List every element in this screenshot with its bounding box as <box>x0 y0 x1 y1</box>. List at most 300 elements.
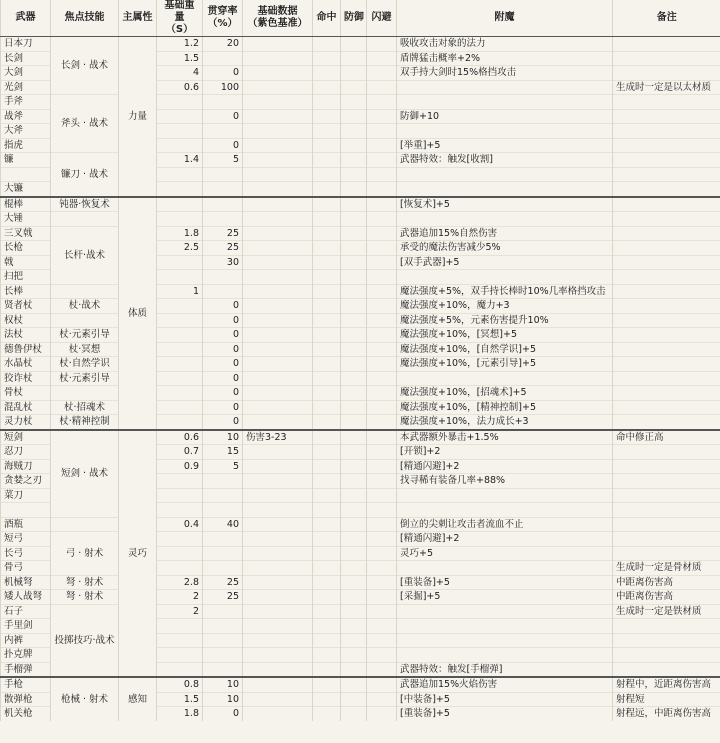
dodge-cell <box>367 182 397 197</box>
weapon-cell: 狡诈杖 <box>1 371 51 386</box>
focus-skill-cell: 杖·元素引导 <box>51 328 119 343</box>
enchant-cell: [精通闪避]+2 <box>397 459 613 474</box>
base-data-cell <box>243 124 313 139</box>
weight-cell <box>157 532 203 547</box>
base-data-cell <box>243 575 313 590</box>
note-cell <box>613 95 720 110</box>
defense-cell <box>341 561 367 576</box>
weapon-cell: 手榴弹 <box>1 662 51 677</box>
note-cell: 生成时一定是以太材质 <box>613 80 720 95</box>
weapon-cell: 权杖 <box>1 313 51 328</box>
base-data-cell <box>243 270 313 285</box>
penetration-cell <box>203 488 243 503</box>
base-data-cell: 伤害3-23 <box>243 430 313 445</box>
defense-cell <box>341 677 367 692</box>
table-row <box>1 153 720 168</box>
penetration-cell: 25 <box>203 590 243 605</box>
penetration-cell <box>203 270 243 285</box>
weapon-cell: 骨弓 <box>1 561 51 576</box>
focus-skill-cell <box>51 386 119 401</box>
hit-cell <box>313 66 341 81</box>
penetration-cell: 0 <box>203 357 243 372</box>
note-cell <box>613 648 720 663</box>
focus-skill-cell: 投掷技巧·战术 <box>51 604 119 677</box>
hit-cell <box>313 241 341 256</box>
focus-skill-cell: 镰刀 · 战术 <box>51 153 119 197</box>
penetration-cell: 0 <box>203 109 243 124</box>
table-row <box>1 532 720 547</box>
base-data-cell <box>243 386 313 401</box>
note-cell <box>613 633 720 648</box>
penetration-cell <box>203 546 243 561</box>
base-data-cell <box>243 51 313 66</box>
base-data-cell <box>243 604 313 619</box>
defense-cell <box>341 532 367 547</box>
weight-cell <box>157 182 203 197</box>
header-dodge: 闪避 <box>367 0 397 37</box>
dodge-cell <box>367 241 397 256</box>
weapon-cell <box>1 503 51 518</box>
weapon-cell: 海贼刀 <box>1 459 51 474</box>
dodge-cell <box>367 459 397 474</box>
dodge-cell <box>367 590 397 605</box>
focus-skill-cell <box>51 313 119 328</box>
base-data-cell <box>243 197 313 212</box>
enchant-cell <box>397 648 613 663</box>
note-cell: 射程短 <box>613 692 720 707</box>
base-data-cell <box>243 648 313 663</box>
penetration-cell: 20 <box>203 37 243 52</box>
defense-cell <box>341 430 367 445</box>
weight-cell: 2 <box>157 590 203 605</box>
hit-cell <box>313 648 341 663</box>
dodge-cell <box>367 255 397 270</box>
penetration-cell <box>203 633 243 648</box>
penetration-cell <box>203 662 243 677</box>
enchant-cell: [开锁]+2 <box>397 445 613 460</box>
defense-cell <box>341 182 367 197</box>
header-note: 备注 <box>613 0 720 37</box>
penetration-cell: 0 <box>203 707 243 721</box>
table-row <box>1 575 720 590</box>
defense-cell <box>341 241 367 256</box>
hit-cell <box>313 328 341 343</box>
weight-cell: 0.9 <box>157 459 203 474</box>
weapon-cell: 长剑 <box>1 51 51 66</box>
defense-cell <box>341 517 367 532</box>
weapon-cell <box>1 167 51 182</box>
weapon-cell: 混乱杖 <box>1 400 51 415</box>
dodge-cell <box>367 503 397 518</box>
penetration-cell <box>203 212 243 227</box>
hit-cell <box>313 415 341 430</box>
table-row <box>1 517 720 532</box>
penetration-cell: 0 <box>203 313 243 328</box>
table-row <box>1 357 720 372</box>
dodge-cell <box>367 357 397 372</box>
focus-skill-cell: 杖·元素引导 <box>51 371 119 386</box>
note-cell: 命中修正高 <box>613 430 720 445</box>
enchant-cell: 魔法强度+10%，[自然学识]+5 <box>397 342 613 357</box>
enchant-cell: 魔法强度+10%，[精神控制]+5 <box>397 400 613 415</box>
weapon-cell: 内裤 <box>1 633 51 648</box>
enchant-cell: 承受的魔法伤害减少5% <box>397 241 613 256</box>
hit-cell <box>313 561 341 576</box>
dodge-cell <box>367 284 397 299</box>
weight-cell: 0.4 <box>157 517 203 532</box>
weapon-cell: 矮人战弩 <box>1 590 51 605</box>
focus-skill-cell: 弩 · 射术 <box>51 575 119 590</box>
hit-cell <box>313 575 341 590</box>
dodge-cell <box>367 430 397 445</box>
header-hit: 命中 <box>313 0 341 37</box>
hit-cell <box>313 255 341 270</box>
hit-cell <box>313 182 341 197</box>
penetration-cell <box>203 648 243 663</box>
weapon-cell: 大斧 <box>1 124 51 139</box>
defense-cell <box>341 619 367 634</box>
dodge-cell <box>367 212 397 227</box>
dodge-cell <box>367 197 397 212</box>
hit-cell <box>313 488 341 503</box>
note-cell <box>613 153 720 168</box>
base-data-cell <box>243 561 313 576</box>
defense-cell <box>341 226 367 241</box>
enchant-cell: 魔法强度+5%，双手持长棒时10%几率格挡攻击 <box>397 284 613 299</box>
dodge-cell <box>367 677 397 692</box>
weight-cell <box>157 503 203 518</box>
hit-cell <box>313 619 341 634</box>
enchant-cell <box>397 95 613 110</box>
defense-cell <box>341 51 367 66</box>
weight-cell <box>157 386 203 401</box>
weapon-cell: 手斧 <box>1 95 51 110</box>
table-row <box>1 37 720 52</box>
dodge-cell <box>367 153 397 168</box>
penetration-cell <box>203 95 243 110</box>
dodge-cell <box>367 226 397 241</box>
note-cell: 射程中，近距离伤害高 <box>613 677 720 692</box>
dodge-cell <box>367 371 397 386</box>
base-data-cell <box>243 357 313 372</box>
weapon-cell: 水晶杖 <box>1 357 51 372</box>
note-cell <box>613 342 720 357</box>
base-data-cell <box>243 212 313 227</box>
weapon-cell: 战斧 <box>1 109 51 124</box>
enchant-cell: 武器追加15%火焰伤害 <box>397 677 613 692</box>
table-row <box>1 590 720 605</box>
dodge-cell <box>367 561 397 576</box>
enchant-cell: 武器特效：触发[收割] <box>397 153 613 168</box>
penetration-cell <box>203 197 243 212</box>
table-row <box>1 371 720 386</box>
defense-cell <box>341 575 367 590</box>
enchant-cell: 本武器额外暴击+1.5% <box>397 430 613 445</box>
note-cell <box>613 445 720 460</box>
weight-cell <box>157 167 203 182</box>
defense-cell <box>341 590 367 605</box>
dodge-cell <box>367 532 397 547</box>
focus-skill-cell: 弓 · 射术 <box>51 532 119 576</box>
hit-cell <box>313 109 341 124</box>
weight-cell <box>157 313 203 328</box>
hit-cell <box>313 546 341 561</box>
hit-cell <box>313 299 341 314</box>
defense-cell <box>341 299 367 314</box>
base-data-cell <box>243 284 313 299</box>
weapon-cell: 贤者杖 <box>1 299 51 314</box>
defense-cell <box>341 692 367 707</box>
weapon-cell: 忍刀 <box>1 445 51 460</box>
penetration-cell: 15 <box>203 445 243 460</box>
dodge-cell <box>367 37 397 52</box>
base-data-cell <box>243 182 313 197</box>
hit-cell <box>313 37 341 52</box>
base-data-cell <box>243 313 313 328</box>
weapon-cell: 三叉戟 <box>1 226 51 241</box>
note-cell <box>613 328 720 343</box>
table-row <box>1 299 720 314</box>
table-row <box>1 284 720 299</box>
note-cell <box>613 415 720 430</box>
defense-cell <box>341 415 367 430</box>
hit-cell <box>313 212 341 227</box>
header-base-weight: 基础重量 （S） <box>157 0 203 37</box>
weight-cell <box>157 561 203 576</box>
base-data-cell <box>243 371 313 386</box>
weapon-cell: 法杖 <box>1 328 51 343</box>
base-data-cell <box>243 95 313 110</box>
penetration-cell: 25 <box>203 226 243 241</box>
enchant-cell: 魔法强度+10%，[招魂术]+5 <box>397 386 613 401</box>
weight-cell <box>157 95 203 110</box>
hit-cell <box>313 430 341 445</box>
weight-cell <box>157 648 203 663</box>
weapon-cell: 酒瓶 <box>1 517 51 532</box>
note-cell <box>613 212 720 227</box>
penetration-cell <box>203 604 243 619</box>
penetration-cell: 25 <box>203 575 243 590</box>
note-cell: 生成时一定是铁材质 <box>613 604 720 619</box>
table-row <box>1 430 720 445</box>
enchant-cell: 魔法强度+5%，元素伤害提升10% <box>397 313 613 328</box>
weapon-cell: 棍棒 <box>1 197 51 212</box>
weight-cell: 1.8 <box>157 226 203 241</box>
dodge-cell <box>367 707 397 721</box>
focus-skill-cell: 短剑 · 战术 <box>51 430 119 518</box>
focus-skill-cell: 钝器·恢复术 <box>51 197 119 212</box>
note-cell: 射程远，中距离伤害高 <box>613 707 720 721</box>
note-cell <box>613 386 720 401</box>
main-attribute-cell: 灵巧 <box>119 430 157 678</box>
base-data-cell <box>243 255 313 270</box>
dodge-cell <box>367 604 397 619</box>
weight-cell <box>157 662 203 677</box>
note-cell <box>613 619 720 634</box>
focus-skill-cell: 弩 · 射术 <box>51 590 119 605</box>
table-row <box>1 95 720 110</box>
defense-cell <box>341 138 367 153</box>
penetration-cell <box>203 474 243 489</box>
enchant-cell <box>397 212 613 227</box>
table-row <box>1 212 720 227</box>
enchant-cell: 双手持大剑时15%格挡攻击 <box>397 66 613 81</box>
enchant-cell <box>397 167 613 182</box>
enchant-cell: 防御+10 <box>397 109 613 124</box>
weapon-cell: 长棒 <box>1 284 51 299</box>
weight-cell <box>157 109 203 124</box>
weapon-cell: 骨杖 <box>1 386 51 401</box>
weapon-cell: 德鲁伊杖 <box>1 342 51 357</box>
weight-cell <box>157 415 203 430</box>
dodge-cell <box>367 517 397 532</box>
focus-skill-cell: 长剑 · 战术 <box>51 37 119 95</box>
weapon-cell: 石子 <box>1 604 51 619</box>
defense-cell <box>341 633 367 648</box>
hit-cell <box>313 313 341 328</box>
dodge-cell <box>367 400 397 415</box>
table-row <box>1 386 720 401</box>
note-cell <box>613 167 720 182</box>
weight-cell: 1.8 <box>157 707 203 721</box>
enchant-cell: [重装备]+5 <box>397 575 613 590</box>
weight-cell <box>157 138 203 153</box>
defense-cell <box>341 474 367 489</box>
weapon-cell: 扑克牌 <box>1 648 51 663</box>
enchant-cell <box>397 488 613 503</box>
penetration-cell <box>203 561 243 576</box>
weapon-cell: 镰 <box>1 153 51 168</box>
weapon-cell: 长枪 <box>1 241 51 256</box>
note-cell <box>613 313 720 328</box>
penetration-cell: 0 <box>203 299 243 314</box>
base-data-cell <box>243 299 313 314</box>
hit-cell <box>313 707 341 721</box>
enchant-cell: 武器追加15%自然伤害 <box>397 226 613 241</box>
focus-skill-cell <box>51 284 119 299</box>
penetration-cell: 25 <box>203 241 243 256</box>
note-cell <box>613 299 720 314</box>
header-main-attribute: 主属性 <box>119 0 157 37</box>
hit-cell <box>313 270 341 285</box>
header-penetration: 贯穿率 （%） <box>203 0 243 37</box>
note-cell <box>613 400 720 415</box>
dodge-cell <box>367 633 397 648</box>
penetration-cell: 5 <box>203 459 243 474</box>
defense-cell <box>341 488 367 503</box>
weight-cell: 0.6 <box>157 430 203 445</box>
dodge-cell <box>367 692 397 707</box>
table-row <box>1 342 720 357</box>
table-row <box>1 197 720 212</box>
enchant-cell <box>397 124 613 139</box>
dodge-cell <box>367 474 397 489</box>
hit-cell <box>313 226 341 241</box>
focus-skill-cell <box>51 517 119 532</box>
enchant-cell: 魔法强度+10%，[元素引导]+5 <box>397 357 613 372</box>
note-cell: 生成时一定是骨材质 <box>613 561 720 576</box>
defense-cell <box>341 124 367 139</box>
penetration-cell: 0 <box>203 371 243 386</box>
base-data-cell <box>243 619 313 634</box>
header-defense: 防御 <box>341 0 367 37</box>
dodge-cell <box>367 619 397 634</box>
weight-cell <box>157 546 203 561</box>
weight-cell <box>157 270 203 285</box>
note-cell: 中距离伤害高 <box>613 590 720 605</box>
penetration-cell: 10 <box>203 677 243 692</box>
defense-cell <box>341 270 367 285</box>
focus-skill-cell: 杖·精神控制 <box>51 415 119 430</box>
defense-cell <box>341 37 367 52</box>
penetration-cell: 0 <box>203 342 243 357</box>
hit-cell <box>313 357 341 372</box>
weapon-cell: 贪婪之刃 <box>1 474 51 489</box>
base-data-cell <box>243 474 313 489</box>
dodge-cell <box>367 386 397 401</box>
defense-cell <box>341 357 367 372</box>
penetration-cell: 100 <box>203 80 243 95</box>
penetration-cell <box>203 532 243 547</box>
dodge-cell <box>367 80 397 95</box>
weight-cell <box>157 255 203 270</box>
note-cell <box>613 488 720 503</box>
note-cell <box>613 662 720 677</box>
defense-cell <box>341 95 367 110</box>
hit-cell <box>313 590 341 605</box>
penetration-cell: 0 <box>203 415 243 430</box>
weapon-cell: 手里剑 <box>1 619 51 634</box>
base-data-cell <box>243 517 313 532</box>
note-cell <box>613 357 720 372</box>
note-cell <box>613 474 720 489</box>
dodge-cell <box>367 124 397 139</box>
enchant-cell <box>397 182 613 197</box>
table-row <box>1 415 720 430</box>
note-cell <box>613 51 720 66</box>
base-data-cell <box>243 546 313 561</box>
enchant-cell <box>397 270 613 285</box>
enchant-cell <box>397 503 613 518</box>
base-data-cell <box>243 532 313 547</box>
base-data-cell <box>243 633 313 648</box>
weight-cell: 1.2 <box>157 37 203 52</box>
base-data-cell <box>243 445 313 460</box>
penetration-cell: 0 <box>203 328 243 343</box>
defense-cell <box>341 707 367 721</box>
hit-cell <box>313 662 341 677</box>
hit-cell <box>313 517 341 532</box>
penetration-cell: 10 <box>203 692 243 707</box>
table-row <box>1 604 720 619</box>
hit-cell <box>313 371 341 386</box>
base-data-cell <box>243 400 313 415</box>
enchant-cell: 魔法强度+10%，魔力+3 <box>397 299 613 314</box>
weapon-cell: 菜刀 <box>1 488 51 503</box>
weapon-cell: 散弹枪 <box>1 692 51 707</box>
defense-cell <box>341 342 367 357</box>
enchant-cell: [采掘]+5 <box>397 590 613 605</box>
defense-cell <box>341 197 367 212</box>
weapon-cell: 日本刀 <box>1 37 51 52</box>
weight-cell <box>157 197 203 212</box>
penetration-cell <box>203 167 243 182</box>
defense-cell <box>341 167 367 182</box>
enchant-cell <box>397 604 613 619</box>
defense-cell <box>341 371 367 386</box>
weight-cell <box>157 474 203 489</box>
weight-cell: 2.8 <box>157 575 203 590</box>
